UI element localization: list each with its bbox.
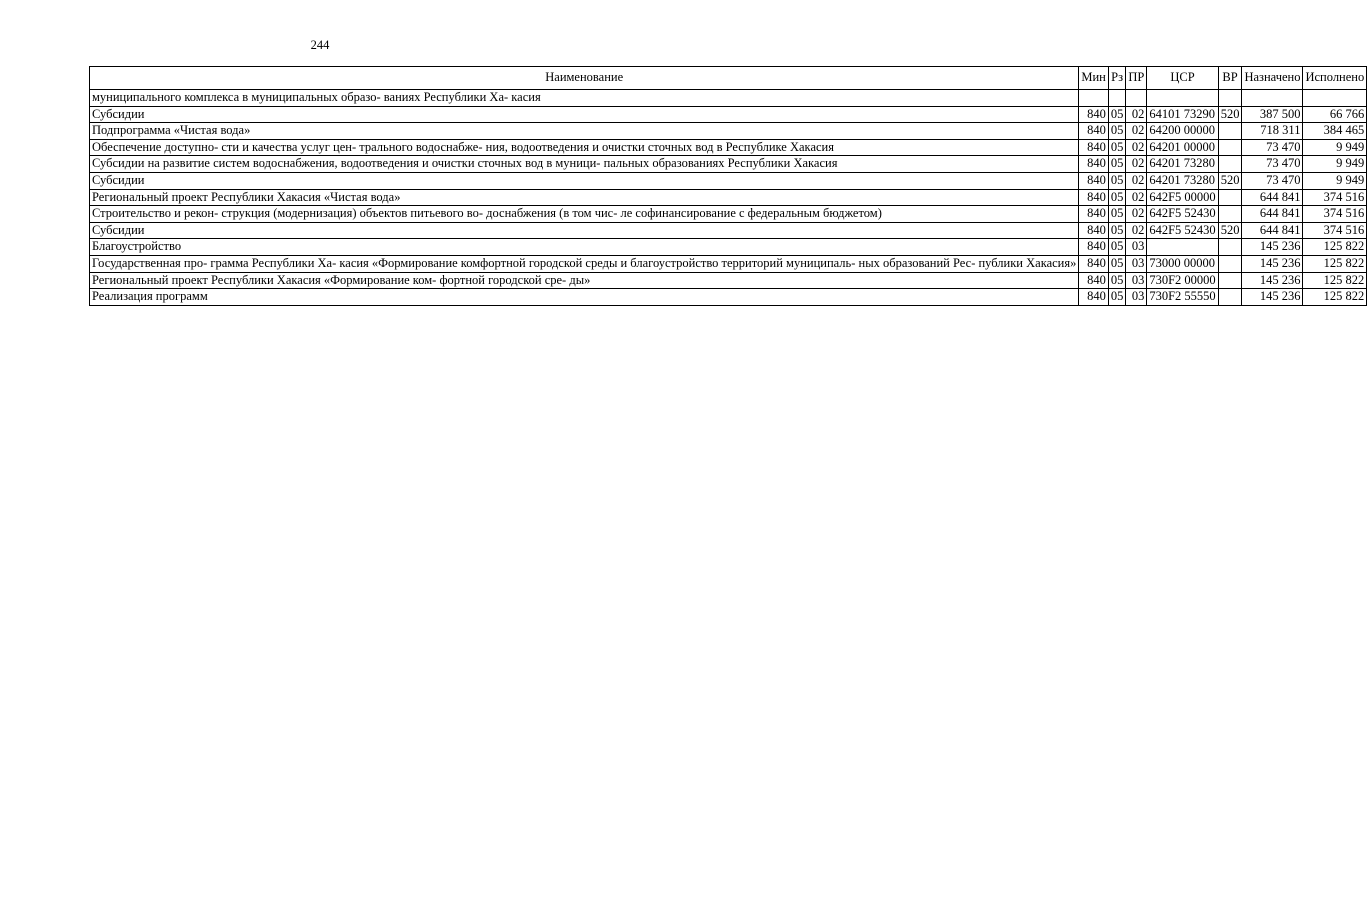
row-executed-cell: 9 949 (1303, 172, 1367, 189)
table-row (90, 172, 1367, 189)
row-name-cell: муниципального комплекса в муниципальных образо- ваниях Республики Ха- касия (90, 90, 1079, 107)
row-pr-cell: 03 (1126, 255, 1147, 272)
row-min-cell (1079, 90, 1109, 107)
row-name-cell: Строительство и рекон- струкция (модернизация) объектов питьевого во- доснабжения (в том чис- ле софинансирование с федеральным бюджетом) (90, 206, 1079, 223)
row-pr-cell: 02 (1126, 139, 1147, 156)
table-row (90, 123, 1367, 140)
row-name-cell: Подпрограмма «Чистая вода» (90, 123, 1079, 140)
row-csr-cell: 64201 73280 (1147, 172, 1218, 189)
row-rz-cell: 05 (1108, 106, 1126, 123)
table-header-row (90, 67, 1367, 90)
header-vr: ВР (1218, 67, 1242, 90)
row-assigned-cell: 644 841 (1242, 206, 1303, 223)
row-min-cell: 840 (1079, 272, 1109, 289)
row-assigned-cell (1242, 90, 1303, 107)
table-row (90, 239, 1367, 256)
row-assigned-cell: 387 500 (1242, 106, 1303, 123)
row-vr-cell (1218, 255, 1242, 272)
row-name-cell: Обеспечение доступно- сти и качества услуг цен- трального водоснабже- ния, водоотведения и очистки сточных вод в Республике Хакасия (90, 139, 1079, 156)
row-vr-cell (1218, 289, 1242, 306)
row-min-cell: 840 (1079, 289, 1109, 306)
budget-table (89, 66, 1367, 306)
row-name-cell: Благоустройство (90, 239, 1079, 256)
row-min-cell: 840 (1079, 222, 1109, 239)
row-csr-cell (1147, 90, 1218, 107)
row-assigned-cell: 145 236 (1242, 289, 1303, 306)
row-min-cell: 840 (1079, 189, 1109, 206)
row-min-cell: 840 (1079, 106, 1109, 123)
row-vr-cell (1218, 206, 1242, 223)
row-vr-cell (1218, 189, 1242, 206)
row-min-cell: 840 (1079, 255, 1109, 272)
row-executed-cell: 66 766 (1303, 106, 1367, 123)
row-csr-cell: 730F2 55550 (1147, 289, 1218, 306)
row-name-cell: Субсидии на развитие систем водоснабжения, водоотведения и очистки сточных вод в муници- пальных образованиях Республики Хакасия (90, 156, 1079, 173)
row-csr-cell: 64201 00000 (1147, 139, 1218, 156)
row-rz-cell: 05 (1108, 123, 1126, 140)
header-pr: ПР (1126, 67, 1147, 90)
row-pr-cell: 02 (1126, 156, 1147, 173)
row-pr-cell: 02 (1126, 106, 1147, 123)
row-name-cell: Государственная про- грамма Республики Ха- касия «Формирование комфортной городской среды и благоустройство территорий муниципаль- ных образований Рес- публики Хакасия» (90, 255, 1079, 272)
row-executed-cell: 125 822 (1303, 239, 1367, 256)
row-name-cell: Субсидии (90, 172, 1079, 189)
row-assigned-cell: 718 311 (1242, 123, 1303, 140)
row-rz-cell: 05 (1108, 255, 1126, 272)
row-executed-cell: 9 949 (1303, 139, 1367, 156)
row-pr-cell: 02 (1126, 123, 1147, 140)
row-pr-cell: 02 (1126, 206, 1147, 223)
table-row (90, 156, 1367, 173)
row-vr-cell (1218, 90, 1242, 107)
row-csr-cell (1147, 239, 1218, 256)
table-row (90, 255, 1367, 272)
row-rz-cell: 05 (1108, 222, 1126, 239)
row-executed-cell: 374 516 (1303, 206, 1367, 223)
row-name-cell: Субсидии (90, 222, 1079, 239)
row-pr-cell (1126, 90, 1147, 107)
row-vr-cell (1218, 156, 1242, 173)
row-assigned-cell: 73 470 (1242, 172, 1303, 189)
row-rz-cell: 05 (1108, 239, 1126, 256)
row-name-cell: Региональный проект Республики Хакасия «Чистая вода» (90, 189, 1079, 206)
row-csr-cell: 642F5 00000 (1147, 189, 1218, 206)
row-executed-cell: 374 516 (1303, 189, 1367, 206)
row-vr-cell (1218, 123, 1242, 140)
header-assigned: Назначено (1242, 67, 1303, 90)
row-executed-cell: 125 822 (1303, 272, 1367, 289)
row-executed-cell: 374 516 (1303, 222, 1367, 239)
table-row (90, 106, 1367, 123)
row-rz-cell: 05 (1108, 189, 1126, 206)
row-executed-cell (1303, 90, 1367, 107)
row-min-cell: 840 (1079, 239, 1109, 256)
row-csr-cell: 64101 73290 (1147, 106, 1218, 123)
row-rz-cell: 05 (1108, 289, 1126, 306)
table-row (90, 189, 1367, 206)
row-rz-cell (1108, 90, 1126, 107)
row-vr-cell: 520 (1218, 172, 1242, 189)
table-row (90, 289, 1367, 306)
table-row (90, 222, 1367, 239)
row-min-cell: 840 (1079, 206, 1109, 223)
row-min-cell: 840 (1079, 172, 1109, 189)
row-csr-cell: 73000 00000 (1147, 255, 1218, 272)
table-row (90, 206, 1367, 223)
row-vr-cell: 520 (1218, 106, 1242, 123)
header-min: Мин (1079, 67, 1109, 90)
row-pr-cell: 03 (1126, 289, 1147, 306)
row-csr-cell: 64200 00000 (1147, 123, 1218, 140)
row-vr-cell (1218, 139, 1242, 156)
header-rz: Рз (1108, 67, 1126, 90)
row-pr-cell: 02 (1126, 222, 1147, 239)
row-csr-cell: 642F5 52430 (1147, 222, 1218, 239)
row-pr-cell: 02 (1126, 189, 1147, 206)
row-executed-cell: 125 822 (1303, 289, 1367, 306)
row-executed-cell: 384 465 (1303, 123, 1367, 140)
header-csr: ЦСР (1147, 67, 1218, 90)
row-pr-cell: 03 (1126, 239, 1147, 256)
table-row (90, 90, 1367, 107)
row-rz-cell: 05 (1108, 272, 1126, 289)
row-min-cell: 840 (1079, 139, 1109, 156)
header-name: Наименование (90, 67, 1079, 90)
row-rz-cell: 05 (1108, 206, 1126, 223)
row-executed-cell: 9 949 (1303, 156, 1367, 173)
row-assigned-cell: 73 470 (1242, 139, 1303, 156)
row-name-cell: Реализация программ (90, 289, 1079, 306)
row-min-cell: 840 (1079, 156, 1109, 173)
row-pr-cell: 03 (1126, 272, 1147, 289)
row-assigned-cell: 145 236 (1242, 255, 1303, 272)
row-min-cell: 840 (1079, 123, 1109, 140)
row-vr-cell: 520 (1218, 222, 1242, 239)
row-csr-cell: 64201 73280 (1147, 156, 1218, 173)
row-csr-cell: 730F2 00000 (1147, 272, 1218, 289)
row-rz-cell: 05 (1108, 172, 1126, 189)
row-name-cell: Субсидии (90, 106, 1079, 123)
row-name-cell: Региональный проект Республики Хакасия «Формирование ком- фортной городской сре- ды» (90, 272, 1079, 289)
row-assigned-cell: 644 841 (1242, 222, 1303, 239)
table-row (90, 272, 1367, 289)
row-rz-cell: 05 (1108, 139, 1126, 156)
row-executed-cell: 125 822 (1303, 255, 1367, 272)
table-row (90, 139, 1367, 156)
header-executed: Исполнено (1303, 67, 1367, 90)
row-assigned-cell: 145 236 (1242, 239, 1303, 256)
row-assigned-cell: 644 841 (1242, 189, 1303, 206)
row-rz-cell: 05 (1108, 156, 1126, 173)
row-vr-cell (1218, 272, 1242, 289)
page-number: 244 (310, 38, 330, 52)
row-pr-cell: 02 (1126, 172, 1147, 189)
row-assigned-cell: 73 470 (1242, 156, 1303, 173)
row-csr-cell: 642F5 52430 (1147, 206, 1218, 223)
row-vr-cell (1218, 239, 1242, 256)
row-assigned-cell: 145 236 (1242, 272, 1303, 289)
